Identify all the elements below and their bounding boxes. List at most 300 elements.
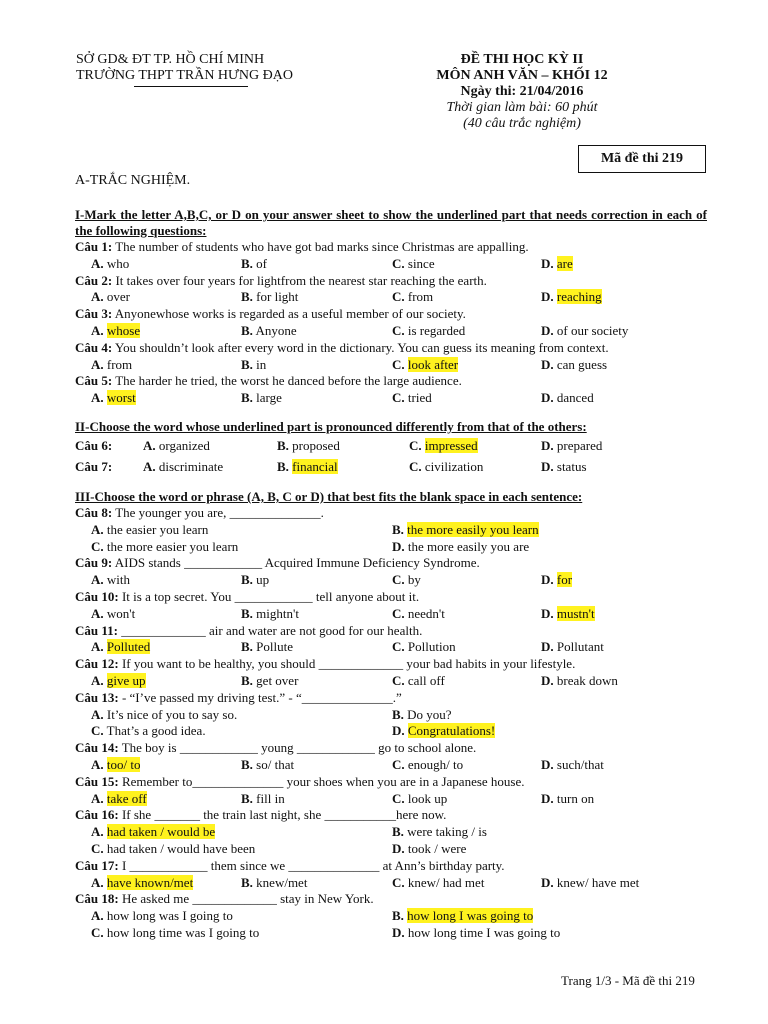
option-letter: B. bbox=[392, 824, 404, 840]
answer-option[interactable] bbox=[91, 908, 233, 925]
answer-option[interactable] bbox=[392, 639, 456, 656]
answer-option[interactable] bbox=[392, 289, 433, 306]
option-text: knew/ have met bbox=[556, 874, 640, 890]
question-number: Câu 7: bbox=[75, 458, 113, 474]
question-stem bbox=[75, 239, 707, 256]
question-stem bbox=[75, 690, 707, 707]
answer-option[interactable] bbox=[91, 791, 147, 808]
question-stem bbox=[75, 740, 707, 757]
option-letter: D. bbox=[541, 255, 554, 271]
option-text: whose bbox=[106, 322, 141, 338]
option-text: too/ to bbox=[106, 756, 141, 772]
answer-option[interactable] bbox=[541, 673, 618, 690]
option-letter: A. bbox=[91, 824, 104, 840]
option-text: discriminate bbox=[158, 458, 224, 474]
answer-option[interactable] bbox=[277, 456, 338, 477]
option-letter: C. bbox=[392, 605, 405, 621]
answer-option[interactable] bbox=[91, 707, 237, 724]
answer-option[interactable] bbox=[541, 289, 602, 306]
options-row bbox=[75, 673, 707, 690]
answer-option[interactable] bbox=[392, 357, 458, 374]
answer-option[interactable] bbox=[241, 875, 307, 892]
answer-option[interactable] bbox=[392, 723, 495, 740]
options-row bbox=[75, 256, 707, 273]
page-footer: Trang 1/3 - Mã đề thi 219 bbox=[561, 973, 695, 988]
school-name: TRƯỜNG THPT TRẦN HƯNG ĐẠO bbox=[76, 68, 293, 83]
options-row bbox=[75, 925, 707, 942]
answer-option[interactable] bbox=[241, 572, 269, 589]
option-text: turn on bbox=[556, 790, 595, 806]
option-letter: A. bbox=[143, 437, 156, 453]
answer-option[interactable] bbox=[241, 757, 294, 774]
question-number: Câu 10: bbox=[75, 588, 119, 604]
option-text: who bbox=[106, 255, 130, 271]
question-number: Câu 11: bbox=[75, 622, 118, 638]
exam-title: ĐỀ THI HỌC KỲ II bbox=[460, 52, 584, 67]
option-letter: C. bbox=[91, 538, 104, 554]
answer-option[interactable] bbox=[541, 357, 607, 374]
option-letter: D. bbox=[541, 289, 554, 305]
option-letter: C. bbox=[91, 840, 104, 856]
answer-option[interactable] bbox=[91, 757, 140, 774]
option-text: danced bbox=[556, 390, 594, 406]
answer-option[interactable] bbox=[392, 390, 432, 407]
answer-option[interactable] bbox=[392, 673, 445, 690]
answer-option[interactable] bbox=[241, 791, 285, 808]
options-row bbox=[75, 522, 707, 539]
option-letter: B. bbox=[241, 756, 253, 772]
question-number: Câu 15: bbox=[75, 773, 119, 789]
option-text: have known/met bbox=[106, 874, 194, 890]
options-row bbox=[75, 323, 707, 340]
option-letter: A. bbox=[91, 756, 104, 772]
answer-option[interactable] bbox=[91, 673, 146, 690]
answer-option[interactable] bbox=[541, 875, 639, 892]
option-text: look after bbox=[407, 356, 459, 372]
answer-option[interactable] bbox=[392, 323, 465, 340]
question-number: Câu 18: bbox=[75, 891, 119, 907]
option-letter: C. bbox=[392, 572, 405, 588]
option-letter: D. bbox=[541, 437, 554, 453]
option-letter: C. bbox=[409, 458, 422, 474]
option-text: how long time I was going to bbox=[407, 924, 561, 940]
option-letter: B. bbox=[392, 706, 404, 722]
option-letter: B. bbox=[392, 908, 404, 924]
option-text: mightn't bbox=[256, 605, 299, 621]
option-letter: B. bbox=[241, 390, 253, 406]
answer-option[interactable] bbox=[91, 606, 135, 623]
option-letter: C. bbox=[392, 356, 405, 372]
question-number: Câu 16: bbox=[75, 807, 119, 823]
option-text: civilization bbox=[424, 458, 484, 474]
option-text: Congratulations! bbox=[407, 723, 496, 739]
question-stem bbox=[75, 306, 707, 323]
option-text: for light bbox=[256, 289, 299, 305]
option-letter: D. bbox=[541, 322, 554, 338]
question-stem bbox=[75, 505, 707, 522]
option-letter: D. bbox=[541, 790, 554, 806]
question-text: _____________ air and water are not good for our health. bbox=[121, 622, 423, 638]
answer-option[interactable] bbox=[241, 606, 299, 623]
option-letter: C. bbox=[91, 924, 104, 940]
exam-body bbox=[75, 207, 707, 942]
options-row bbox=[75, 357, 707, 374]
option-letter: B. bbox=[241, 322, 253, 338]
option-letter: D. bbox=[392, 924, 405, 940]
option-text: how long time was I going to bbox=[106, 924, 260, 940]
question-number: Câu 12: bbox=[75, 656, 119, 672]
option-text: Polluted bbox=[106, 639, 151, 655]
option-letter: A. bbox=[91, 289, 104, 305]
options-row bbox=[75, 390, 707, 407]
question-text: The younger you are, ______________. bbox=[115, 504, 324, 520]
question-stem bbox=[75, 891, 707, 908]
answer-option[interactable] bbox=[541, 639, 604, 656]
option-letter: A. bbox=[91, 390, 104, 406]
school-header bbox=[76, 52, 293, 87]
question-text: AIDS stands ____________ Acquired Immune Deficiency Syndrome. bbox=[114, 555, 480, 571]
answer-option[interactable] bbox=[91, 723, 206, 740]
option-text: the more easier you learn bbox=[106, 538, 239, 554]
options-row bbox=[75, 841, 707, 858]
question-number: Câu 2: bbox=[75, 272, 113, 288]
option-letter: D. bbox=[541, 672, 554, 688]
question-stem bbox=[75, 589, 707, 606]
option-letter: C. bbox=[409, 437, 422, 453]
option-text: enough/ to bbox=[407, 756, 464, 772]
answer-option[interactable] bbox=[91, 256, 129, 273]
option-text: call off bbox=[407, 672, 445, 688]
answer-option[interactable] bbox=[241, 256, 267, 273]
option-letter: A. bbox=[91, 356, 104, 372]
options-row bbox=[75, 639, 707, 656]
answer-option[interactable] bbox=[241, 357, 266, 374]
question-stem bbox=[75, 373, 707, 390]
exam-subject: MÔN ANH VĂN – KHỐI 12 bbox=[436, 68, 608, 83]
options-row bbox=[75, 908, 707, 925]
answer-option[interactable] bbox=[392, 824, 487, 841]
answer-option[interactable] bbox=[541, 757, 604, 774]
options-row bbox=[75, 572, 707, 589]
option-letter: B. bbox=[277, 458, 289, 474]
option-letter: B. bbox=[241, 639, 253, 655]
answer-option[interactable] bbox=[91, 639, 150, 656]
option-letter: D. bbox=[541, 639, 554, 655]
answer-option[interactable] bbox=[241, 639, 293, 656]
question-text: If she _______ the train last night, she ___________here now. bbox=[121, 807, 447, 823]
option-text: organized bbox=[158, 437, 210, 453]
option-text: status bbox=[556, 458, 587, 474]
option-letter: B. bbox=[241, 572, 253, 588]
option-letter: A. bbox=[91, 706, 104, 722]
answer-option[interactable] bbox=[91, 390, 136, 407]
option-letter: A. bbox=[91, 639, 104, 655]
option-text: the more easily you are bbox=[407, 538, 530, 554]
option-text: the more easily you learn bbox=[407, 521, 539, 537]
option-text: how long was I going to bbox=[106, 908, 233, 924]
answer-option[interactable] bbox=[241, 673, 298, 690]
question-text: It takes over four years for lightfrom the nearest star reaching the earth. bbox=[115, 272, 487, 288]
option-letter: D. bbox=[392, 723, 405, 739]
header-underline bbox=[134, 86, 248, 87]
question-number: Câu 13: bbox=[75, 689, 119, 705]
question-stem bbox=[75, 774, 707, 791]
options-row bbox=[75, 791, 707, 808]
option-text: mustn't bbox=[556, 605, 595, 621]
question-text: Anyonewhose works is regarded as a useful member of our society. bbox=[114, 306, 466, 322]
option-text: had taken / would be bbox=[106, 824, 216, 840]
section-heading: I-Mark the letter A,B,C, or D on your answer sheet to show the underlined part that needs correction in each of the following questions: bbox=[75, 207, 707, 238]
option-letter: B. bbox=[241, 289, 253, 305]
answer-option[interactable] bbox=[541, 435, 602, 456]
option-letter: D. bbox=[541, 390, 554, 406]
option-text: That’s a good idea. bbox=[106, 723, 206, 739]
option-text: knew/met bbox=[256, 874, 308, 890]
option-text: in bbox=[256, 356, 267, 372]
answer-option[interactable] bbox=[91, 824, 215, 841]
answer-option[interactable] bbox=[392, 908, 533, 925]
answer-option[interactable] bbox=[241, 289, 298, 306]
option-text: tried bbox=[407, 390, 432, 406]
question-number: Câu 5: bbox=[75, 373, 113, 389]
option-text: Anyone bbox=[255, 322, 297, 338]
answer-option[interactable] bbox=[392, 572, 421, 589]
answer-option[interactable] bbox=[392, 606, 445, 623]
answer-option[interactable] bbox=[541, 606, 595, 623]
section-heading: II-Choose the word whose underlined part is pronounced differently from that of the others: bbox=[75, 418, 587, 434]
option-text: from bbox=[407, 289, 434, 305]
options-row bbox=[75, 723, 707, 740]
question-text: The boy is ____________ young ____________ go to school alone. bbox=[121, 740, 477, 756]
department-name: SỞ GD& ĐT TP. HỒ CHÍ MINH bbox=[76, 52, 265, 67]
answer-option[interactable] bbox=[541, 390, 594, 407]
option-text: Pollute bbox=[256, 639, 294, 655]
answer-option[interactable] bbox=[392, 791, 447, 808]
question-stem bbox=[75, 555, 707, 572]
question-text: - “I’ve passed my driving test.” - “______________.” bbox=[121, 689, 402, 705]
question-stem bbox=[75, 656, 707, 673]
option-text: reaching bbox=[556, 289, 602, 305]
option-text: from bbox=[106, 356, 133, 372]
answer-option[interactable] bbox=[143, 435, 210, 456]
options-row bbox=[75, 289, 707, 306]
option-text: of our society bbox=[556, 322, 629, 338]
question-stem bbox=[75, 273, 707, 290]
option-letter: B. bbox=[277, 437, 289, 453]
question-stem bbox=[75, 623, 707, 640]
question-text: If you want to be healthy, you should _____________ your bad habits in your lifestyle. bbox=[121, 656, 576, 672]
option-text: can guess bbox=[556, 356, 608, 372]
option-text: knew/ had met bbox=[407, 874, 485, 890]
option-text: were taking / is bbox=[407, 824, 487, 840]
option-text: Pollution bbox=[407, 639, 456, 655]
option-letter: A. bbox=[91, 521, 104, 537]
answer-option[interactable] bbox=[409, 435, 478, 456]
answer-option[interactable] bbox=[143, 456, 223, 477]
option-text: fill in bbox=[256, 790, 285, 806]
answer-option[interactable] bbox=[392, 707, 452, 724]
option-letter: D. bbox=[541, 605, 554, 621]
option-letter: C. bbox=[392, 639, 405, 655]
answer-option[interactable] bbox=[392, 539, 529, 556]
option-letter: D. bbox=[541, 572, 554, 588]
question-number: Câu 8: bbox=[75, 504, 113, 520]
question-text: Remember to______________ your shoes when you are in a Japanese house. bbox=[121, 773, 525, 789]
question-number: Câu 9: bbox=[75, 555, 113, 571]
option-letter: D. bbox=[392, 840, 405, 856]
answer-option[interactable] bbox=[91, 323, 140, 340]
option-letter: C. bbox=[392, 289, 405, 305]
exam-question-count: (40 câu trắc nghiệm) bbox=[463, 116, 581, 131]
option-text: take off bbox=[106, 790, 147, 806]
option-text: with bbox=[106, 572, 131, 588]
answer-option[interactable] bbox=[541, 256, 573, 273]
question-row bbox=[75, 456, 707, 477]
option-text: look up bbox=[407, 790, 448, 806]
option-text: so/ that bbox=[256, 756, 295, 772]
option-text: impressed bbox=[424, 437, 478, 453]
option-text: worst bbox=[106, 390, 136, 406]
option-letter: B. bbox=[241, 672, 253, 688]
option-text: get over bbox=[256, 672, 299, 688]
option-text: the easier you learn bbox=[106, 521, 209, 537]
exam-code-box: Mã đề thi 219 bbox=[578, 145, 706, 173]
section-gap bbox=[75, 407, 707, 413]
question-text: It is a top secret. You ____________ tell anyone about it. bbox=[121, 588, 420, 604]
answer-option[interactable] bbox=[91, 522, 208, 539]
options-row bbox=[75, 824, 707, 841]
option-letter: B. bbox=[241, 605, 253, 621]
options-row bbox=[75, 757, 707, 774]
option-text: up bbox=[256, 572, 270, 588]
answer-option[interactable] bbox=[277, 435, 340, 456]
option-letter: C. bbox=[91, 723, 104, 739]
option-text: for bbox=[556, 572, 573, 588]
option-letter: B. bbox=[241, 255, 253, 271]
option-text: such/that bbox=[556, 756, 604, 772]
exam-duration: Thời gian làm bài: 60 phút bbox=[446, 100, 598, 115]
option-letter: C. bbox=[392, 322, 405, 338]
option-letter: D. bbox=[541, 356, 554, 372]
option-letter: A. bbox=[91, 255, 104, 271]
question-stem bbox=[75, 858, 707, 875]
option-letter: C. bbox=[392, 255, 405, 271]
answer-option[interactable] bbox=[91, 357, 132, 374]
option-text: Pollutant bbox=[556, 639, 604, 655]
question-text: The harder he tried, the worst he danced before the large audience. bbox=[115, 373, 462, 389]
answer-option[interactable] bbox=[91, 539, 238, 556]
answer-option[interactable] bbox=[392, 522, 539, 539]
options-row bbox=[75, 875, 707, 892]
section-gap bbox=[75, 477, 707, 483]
option-text: since bbox=[407, 255, 435, 271]
question-text: He asked me _____________ stay in New York. bbox=[121, 891, 374, 907]
answer-option[interactable] bbox=[541, 572, 572, 589]
option-letter: B. bbox=[241, 356, 253, 372]
options-row bbox=[75, 707, 707, 724]
question-stem bbox=[75, 340, 707, 357]
option-letter: A. bbox=[91, 874, 104, 890]
option-text: is regarded bbox=[407, 322, 466, 338]
answer-option[interactable] bbox=[392, 256, 435, 273]
option-text: proposed bbox=[292, 437, 340, 453]
option-text: won't bbox=[106, 605, 136, 621]
answer-option[interactable] bbox=[392, 925, 560, 942]
answer-option[interactable] bbox=[91, 841, 255, 858]
answer-option[interactable] bbox=[541, 323, 628, 340]
option-letter: A. bbox=[91, 605, 104, 621]
option-letter: B. bbox=[241, 790, 253, 806]
answer-option[interactable] bbox=[91, 925, 259, 942]
option-letter: D. bbox=[541, 458, 554, 474]
option-letter: B. bbox=[392, 521, 404, 537]
answer-option[interactable] bbox=[409, 456, 483, 477]
option-text: financial bbox=[292, 458, 338, 474]
option-text: by bbox=[407, 572, 421, 588]
option-text: prepared bbox=[556, 437, 603, 453]
answer-option[interactable] bbox=[541, 791, 594, 808]
option-text: needn't bbox=[407, 605, 445, 621]
option-letter: B. bbox=[241, 874, 253, 890]
exam-date: Ngày thi: 21/04/2016 bbox=[460, 84, 584, 99]
option-letter: A. bbox=[143, 458, 156, 474]
question-text: You shouldn’t look after every word in the dictionary. You can guess its meaning from context. bbox=[114, 339, 609, 355]
option-text: over bbox=[106, 289, 130, 305]
section-title: A-TRẮC NGHIỆM. bbox=[75, 173, 191, 188]
answer-option[interactable] bbox=[392, 841, 466, 858]
exam-header bbox=[372, 52, 672, 132]
option-letter: C. bbox=[392, 790, 405, 806]
option-text: break down bbox=[556, 672, 618, 688]
option-text: Do you? bbox=[407, 706, 452, 722]
option-letter: A. bbox=[91, 322, 104, 338]
option-text: had taken / would have been bbox=[106, 840, 256, 856]
option-text: large bbox=[256, 390, 282, 406]
question-number: Câu 17: bbox=[75, 857, 119, 873]
options-row bbox=[75, 539, 707, 556]
option-letter: A. bbox=[91, 790, 104, 806]
option-letter: C. bbox=[392, 672, 405, 688]
option-letter: C. bbox=[392, 874, 405, 890]
option-letter: D. bbox=[541, 756, 554, 772]
question-number: Câu 3: bbox=[75, 306, 113, 322]
option-text: are bbox=[556, 255, 573, 271]
option-letter: C. bbox=[392, 390, 405, 406]
option-letter: C. bbox=[392, 756, 405, 772]
answer-option[interactable] bbox=[241, 323, 297, 340]
section-heading: III-Choose the word or phrase (A, B, C or D) that best fits the blank space in each sentence: bbox=[75, 488, 583, 504]
question-stem bbox=[75, 807, 707, 824]
answer-option[interactable] bbox=[392, 875, 484, 892]
option-letter: D. bbox=[392, 538, 405, 554]
options-row bbox=[75, 606, 707, 623]
option-letter: A. bbox=[91, 908, 104, 924]
answer-option[interactable] bbox=[91, 875, 193, 892]
answer-option[interactable] bbox=[91, 572, 130, 589]
question-number: Câu 1: bbox=[75, 239, 113, 254]
question-number: Câu 6: bbox=[75, 437, 113, 453]
answer-option[interactable] bbox=[241, 390, 282, 407]
question-text: I ____________ them since we ______________ at Ann’s birthday party. bbox=[121, 857, 505, 873]
answer-option[interactable] bbox=[91, 289, 130, 306]
answer-option[interactable] bbox=[541, 456, 587, 477]
option-text: give up bbox=[106, 672, 146, 688]
option-text: took / were bbox=[407, 840, 467, 856]
answer-option[interactable] bbox=[392, 757, 463, 774]
question-number: Câu 4: bbox=[75, 339, 113, 355]
option-text: It’s nice of you to say so. bbox=[106, 706, 238, 722]
option-text: of bbox=[256, 255, 268, 271]
